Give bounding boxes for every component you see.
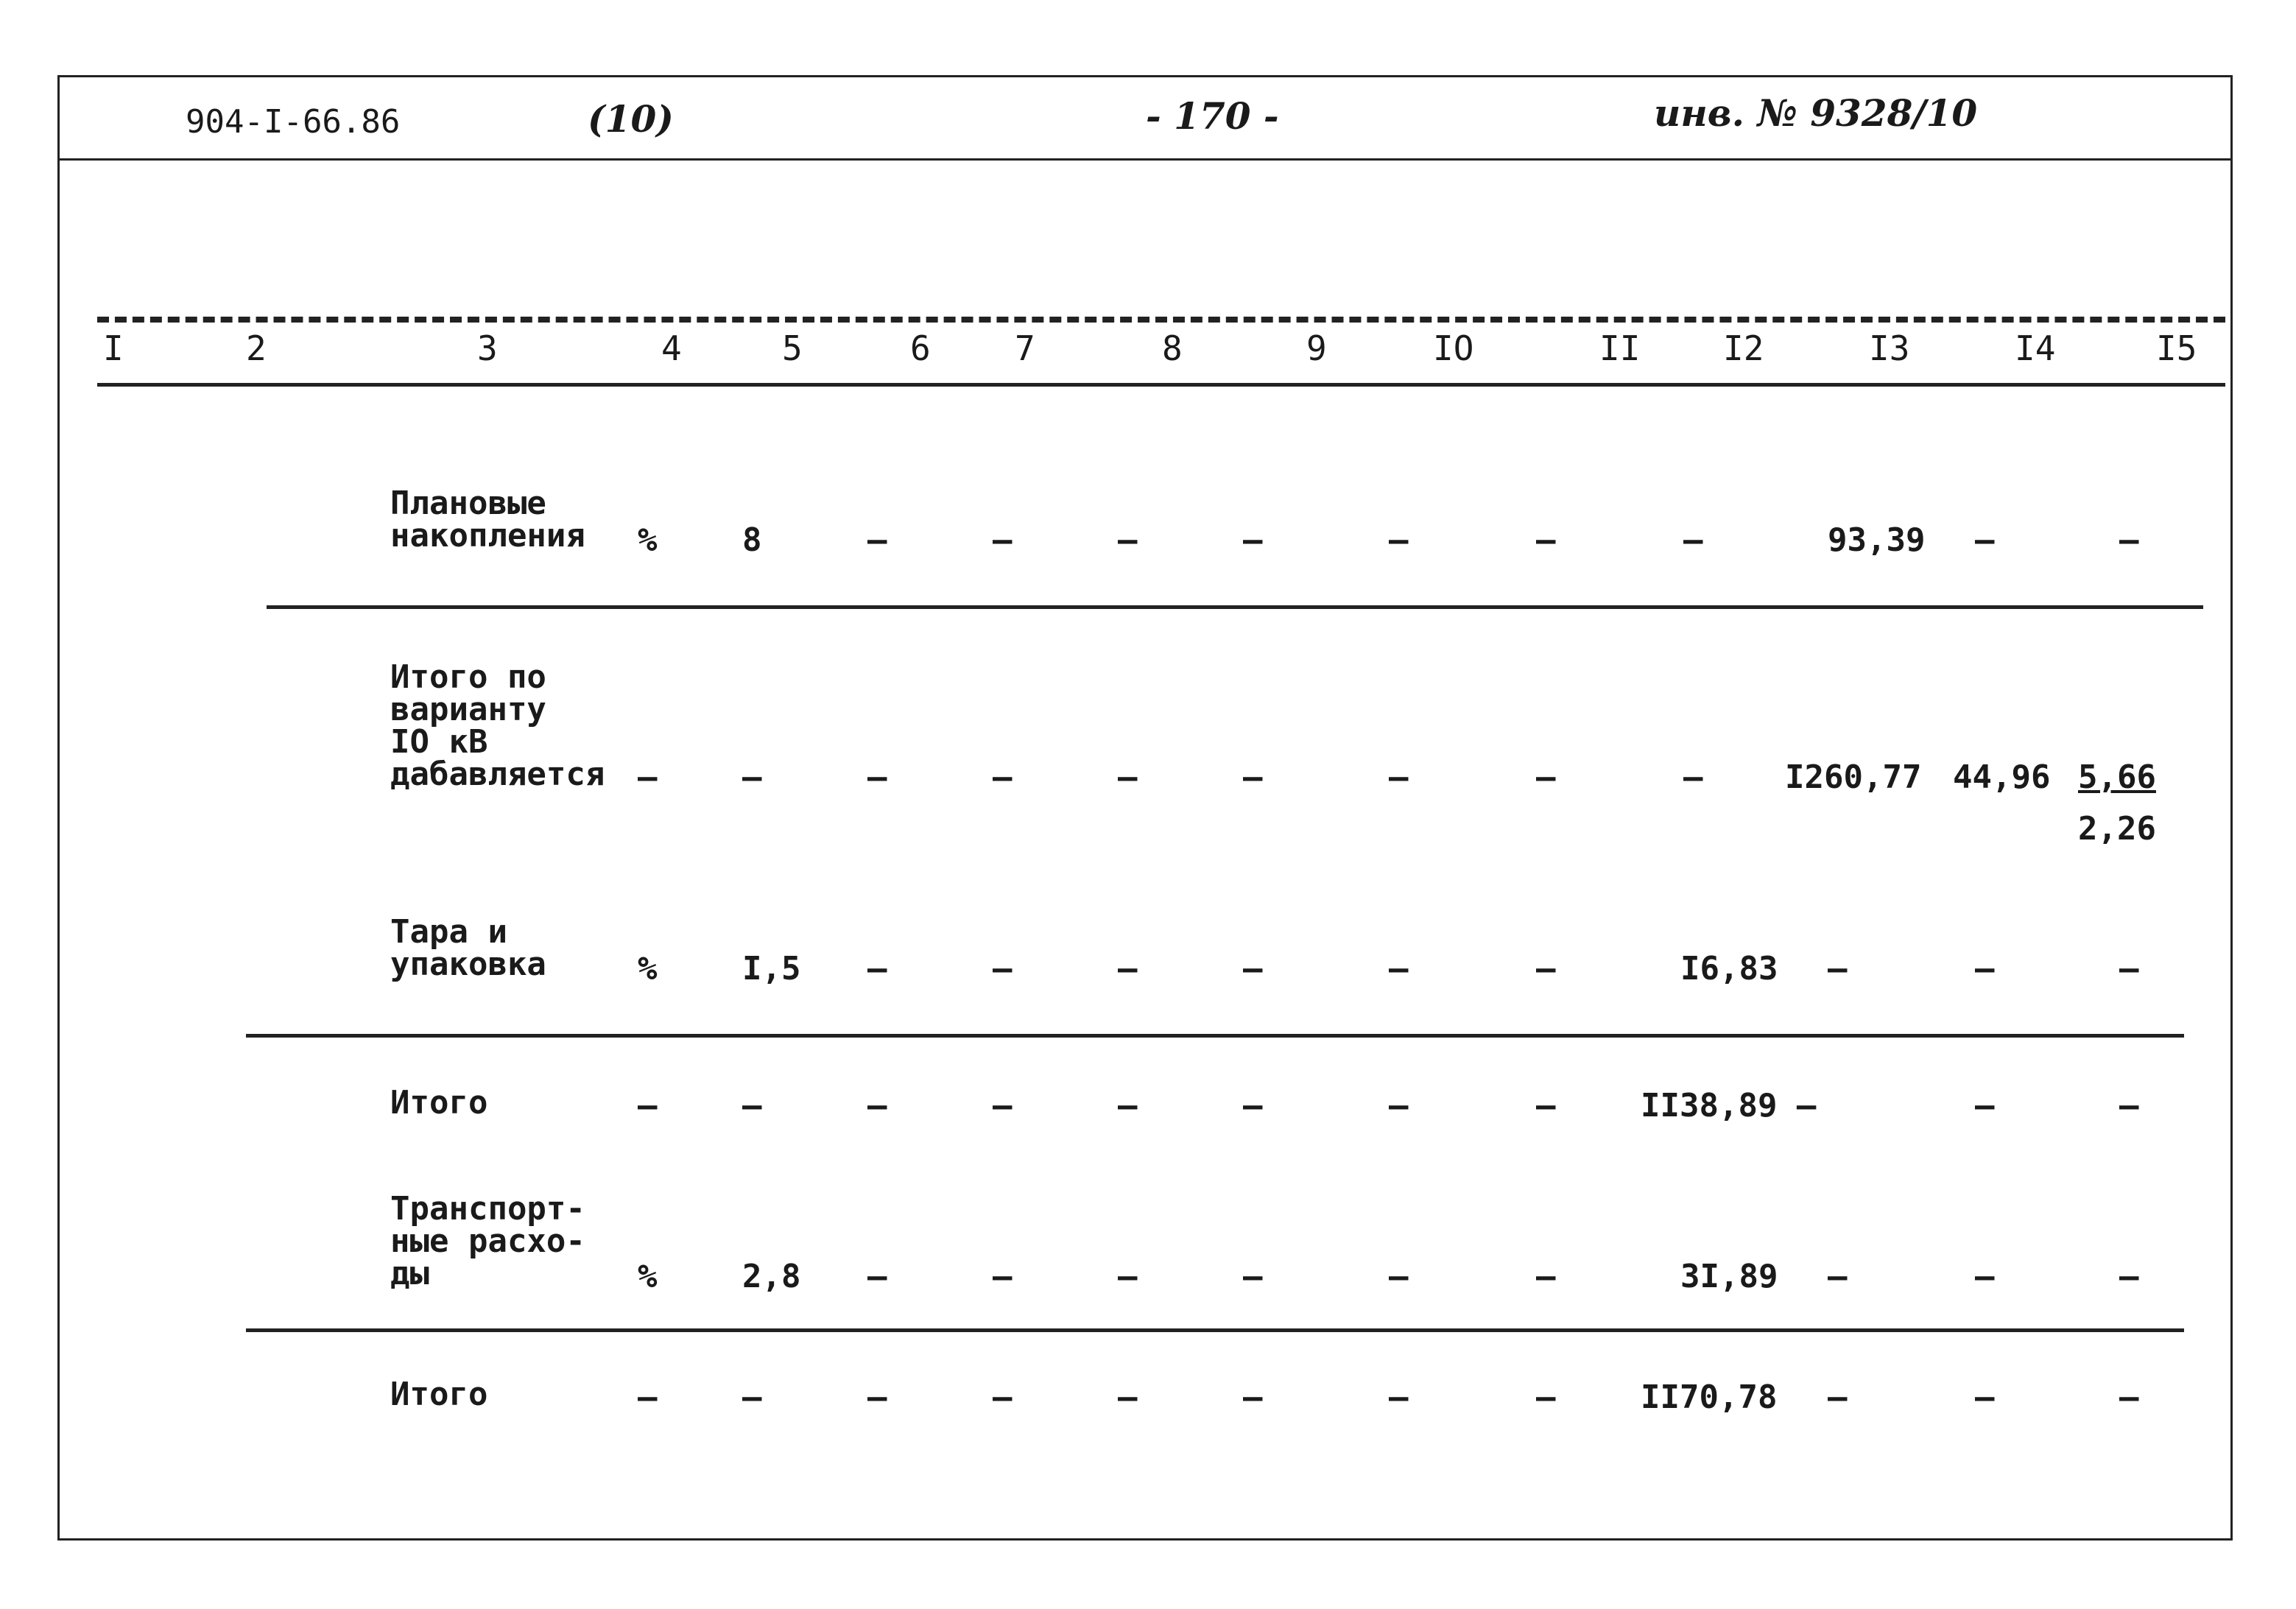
col-15: I5 <box>2156 328 2197 368</box>
r6-c15: – <box>2119 1379 2139 1416</box>
r4-c6: – <box>867 1087 887 1124</box>
r2-c14: 44,96 <box>1953 758 2051 796</box>
r6-c12: II70,78 <box>1641 1379 1778 1416</box>
r1-c13: 93,39 <box>1828 521 1926 559</box>
r6-c9: – <box>1243 1379 1263 1416</box>
r1-c7: – <box>993 521 1013 559</box>
r1-c8: – <box>1118 521 1138 559</box>
header-divider <box>57 158 2233 161</box>
r2-c4: – <box>638 758 658 796</box>
col-2: 2 <box>246 328 267 368</box>
table-top-rule <box>97 317 2225 323</box>
r5-c5: 2,8 <box>742 1258 801 1295</box>
r6-c13: – <box>1828 1379 1848 1416</box>
r6-c6: – <box>867 1379 887 1416</box>
r4-c4: – <box>638 1087 658 1124</box>
r4-c7: – <box>993 1087 1013 1124</box>
r4-c8: – <box>1118 1087 1138 1124</box>
col-13: I3 <box>1869 328 1910 368</box>
r3-c13: – <box>1828 950 1848 987</box>
r5-c9: – <box>1243 1258 1263 1295</box>
row-label-transport: Транспорт- ные расхо- ды <box>390 1190 585 1292</box>
row-label-total-1: Итого <box>390 1084 488 1122</box>
col-4: 4 <box>661 328 682 368</box>
r5-c4: % <box>638 1258 658 1295</box>
col-12: I2 <box>1723 328 1764 368</box>
r4-c12: II38,89 – <box>1641 1087 1817 1124</box>
r2-c13: I260,77 <box>1785 758 1922 796</box>
r6-c11: – <box>1536 1379 1556 1416</box>
r3-c12: I6,83 <box>1680 950 1778 987</box>
col-3: 3 <box>477 328 498 368</box>
col-10: IO <box>1433 328 1474 368</box>
r1-c14: – <box>1975 521 1995 559</box>
page-frame <box>57 75 2233 1541</box>
r1-c11: – <box>1536 521 1556 559</box>
row-separator <box>267 605 2203 609</box>
col-8: 8 <box>1162 328 1183 368</box>
r2-c5: – <box>742 758 762 796</box>
r5-c14: – <box>1975 1258 1995 1295</box>
r3-c4: % <box>638 950 658 987</box>
r1-c6: – <box>867 521 887 559</box>
col-6: 6 <box>910 328 931 368</box>
r2-c6: – <box>867 758 887 796</box>
r2-c10: – <box>1389 758 1409 796</box>
r5-c15: – <box>2119 1258 2139 1295</box>
r1-c5: 8 <box>742 521 762 559</box>
r3-c11: – <box>1536 950 1556 987</box>
r2-c15-sub: 2,26 <box>2078 810 2156 848</box>
r2-c7: – <box>993 758 1013 796</box>
r2-c8: – <box>1118 758 1138 796</box>
r6-c10: – <box>1389 1379 1409 1416</box>
r5-c7: – <box>993 1258 1013 1295</box>
r3-c7: – <box>993 950 1013 987</box>
column-header-rule <box>97 383 2225 387</box>
r5-c8: – <box>1118 1258 1138 1295</box>
row-separator <box>246 1328 2184 1332</box>
r1-c10: – <box>1389 521 1409 559</box>
r4-c15: – <box>2119 1087 2139 1124</box>
r5-c12: 3I,89 <box>1680 1258 1778 1295</box>
col-9: 9 <box>1306 328 1327 368</box>
r4-c14: – <box>1975 1087 1995 1124</box>
r6-c7: – <box>993 1379 1013 1416</box>
r6-c5: – <box>742 1379 762 1416</box>
r3-c5: I,5 <box>742 950 801 987</box>
r2-c9: – <box>1243 758 1263 796</box>
col-7: 7 <box>1015 328 1035 368</box>
r1-c4: % <box>638 521 658 559</box>
r3-c9: – <box>1243 950 1263 987</box>
sheet-mark: (10) <box>588 97 674 141</box>
r5-c11: – <box>1536 1258 1556 1295</box>
col-1: I <box>103 328 124 368</box>
col-11: II <box>1599 328 1641 368</box>
r5-c10: – <box>1389 1258 1409 1295</box>
r1-c15: – <box>2119 521 2139 559</box>
r3-c14: – <box>1975 950 1995 987</box>
r6-c14: – <box>1975 1379 1995 1416</box>
r2-c12: – <box>1683 758 1703 796</box>
r4-c5: – <box>742 1087 762 1124</box>
row-separator <box>246 1034 2184 1038</box>
row-label-total-2: Итого <box>390 1376 488 1413</box>
r3-c10: – <box>1389 950 1409 987</box>
r6-c4: – <box>638 1379 658 1416</box>
r1-c9: – <box>1243 521 1263 559</box>
col-5: 5 <box>782 328 803 368</box>
r6-c8: – <box>1118 1379 1138 1416</box>
r2-c15: 5,66 <box>2078 758 2156 796</box>
r5-c6: – <box>867 1258 887 1295</box>
row-label-total-variant: Итого по варианту IO кВ дабавляется <box>390 658 605 793</box>
page-number: - 170 - <box>1146 94 1279 138</box>
row-label-planned-savings: Плановые накопления <box>390 485 585 554</box>
r5-c13: – <box>1828 1258 1848 1295</box>
col-14: I4 <box>2015 328 2056 368</box>
r4-c9: – <box>1243 1087 1263 1124</box>
r1-c12: – <box>1683 521 1703 559</box>
doc-code: 904-I-66.86 <box>186 103 401 141</box>
r3-c8: – <box>1118 950 1138 987</box>
r3-c15: – <box>2119 950 2139 987</box>
inventory-number: инв. № 9328/10 <box>1654 91 1978 135</box>
r3-c6: – <box>867 950 887 987</box>
r2-c11: – <box>1536 758 1556 796</box>
r4-c10: – <box>1389 1087 1409 1124</box>
r4-c11: – <box>1536 1087 1556 1124</box>
row-label-packaging: Тара и упаковка <box>390 913 546 983</box>
